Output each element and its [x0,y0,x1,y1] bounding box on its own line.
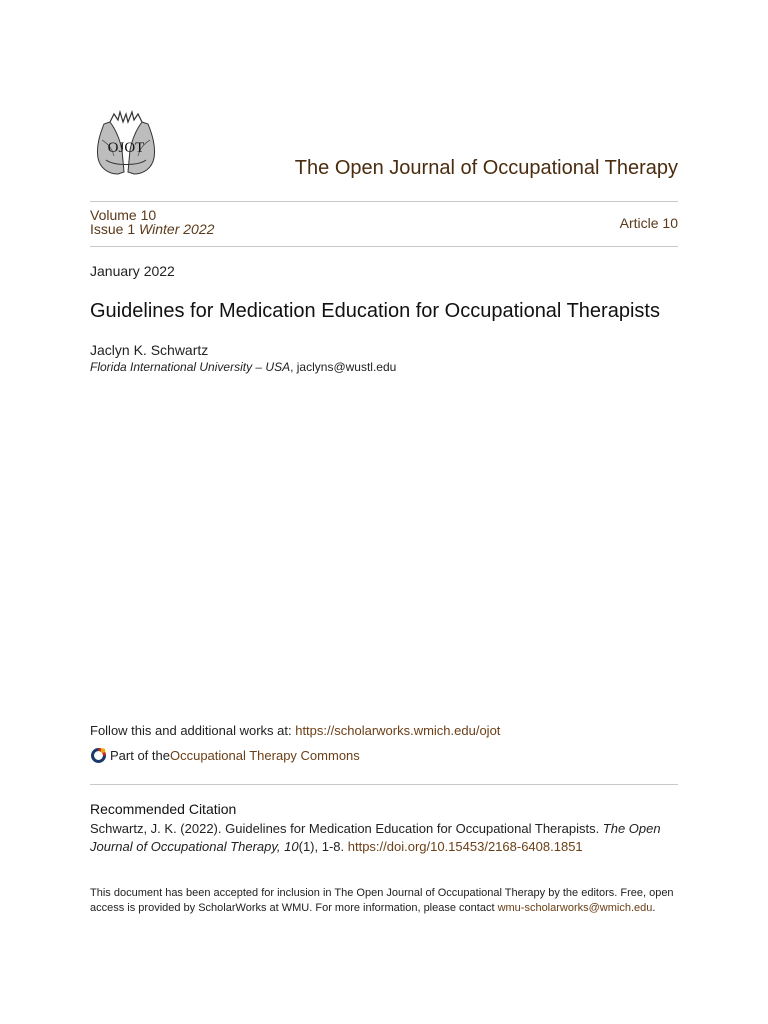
footer-end: . [652,902,656,914]
article-title: Guidelines for Medication Education for Occupational Therapists [90,300,660,322]
commons-link[interactable]: Occupational Therapy Commons [169,748,360,763]
divider-bottom [90,784,678,785]
divider-top [90,201,678,202]
volume-issue-block[interactable] [90,208,214,236]
citation-text [90,820,678,856]
citation-issue: (1), 1-8. [298,839,348,854]
issue-line[interactable] [90,222,214,236]
season-label[interactable]: Winter 2022 [139,221,215,237]
citation-journal: The Open Journal of Occupational Therapy, 10 [90,821,661,854]
author-name: Jaclyn K. Schwartz [90,342,209,358]
footer-text: This document has been accepted for inclusion in The Open Journal of Occupational Therapy by the editors. Free, open access is provided by ScholarWorks at WMU. For more information, please contact [90,887,674,914]
contact-email-link[interactable]: wmu-scholarworks@wmich.edu [497,902,653,914]
publication-date: January 2022 [90,263,175,279]
follow-line [90,723,500,738]
logo-text: OJOT [107,140,145,156]
volume-label[interactable]: Volume 10 [90,207,157,223]
journal-title[interactable]: The Open Journal of Occupational Therapy [294,157,678,179]
part-of-label: Part of the [110,748,170,763]
follow-label: Follow this and additional works at: [90,723,296,738]
doi-link[interactable]: https://doi.org/10.15453/2168-6408.1851 [347,839,583,854]
citation-body: Schwartz, J. K. (2022). Guidelines for Medication Education for Occupational Therapists. [90,821,603,836]
journal-logo [90,110,162,180]
author-affiliation-line: Florida International University – USA, jaclyns@wustl.edu [90,360,397,374]
commons-network-icon [90,747,107,764]
author-email: jaclyns@wustl.edu [296,360,397,374]
ojot-hands-logo-icon [90,110,162,180]
divider-middle [90,246,678,247]
follow-link[interactable]: https://scholarworks.wmich.edu/ojot [295,723,501,738]
part-of-line [90,747,360,764]
author-affiliation: Florida International University – USA [90,360,291,374]
article-number[interactable]: Article 10 [619,215,678,231]
issue-label[interactable]: Issue 1 [90,221,136,237]
citation-heading: Recommended Citation [90,801,237,817]
footer-note [90,886,678,916]
